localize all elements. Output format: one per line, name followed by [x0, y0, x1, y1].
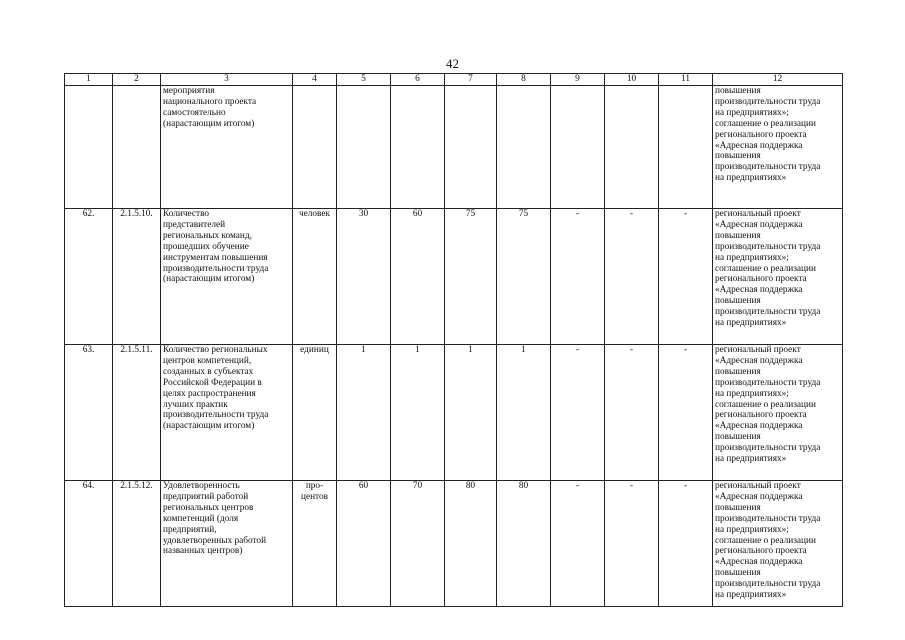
value-col-6: 1	[391, 345, 445, 481]
column-header-7: 7	[445, 74, 497, 86]
column-header-10: 10	[605, 74, 659, 86]
value-col-5: 1	[337, 345, 391, 481]
column-header-2: 2	[113, 74, 161, 86]
indicator-name: Количество региональных центров компетенций, созданных в субъектах Российской Федерации в целях распространения лучших практик производительности труда (нарастающим итогом)	[161, 345, 293, 481]
row-code	[113, 86, 161, 209]
unit: человек	[293, 209, 337, 345]
value-col-11	[659, 86, 713, 209]
indicator-name: мероприятия национального проекта самостоятельно (нарастающим итогом)	[161, 86, 293, 209]
row-code: 2.1.5.11.	[113, 345, 161, 481]
value-col-8	[497, 86, 551, 209]
row-number: 62.	[65, 209, 113, 345]
column-header-1: 1	[65, 74, 113, 86]
value-col-11: -	[659, 481, 713, 607]
value-col-9	[551, 86, 605, 209]
indicator-name: Удовлетворенность предприятий работой региональных центров компетенций (доля предприятий, удовлетворенных работой названных центров)	[161, 481, 293, 607]
row-code: 2.1.5.10.	[113, 209, 161, 345]
value-col-7: 75	[445, 209, 497, 345]
value-col-8: 75	[497, 209, 551, 345]
column-number-row	[65, 74, 843, 86]
value-col-6	[391, 86, 445, 209]
value-col-8: 1	[497, 345, 551, 481]
column-header-4: 4	[293, 74, 337, 86]
source-document: региональный проект «Адресная поддержка повышения производительности труда на предприятиях»; соглашение о реализации регионального проекта «Адресная поддержка повышения производительности труда на предприятиях»	[713, 209, 843, 345]
value-col-5	[337, 86, 391, 209]
value-col-11: -	[659, 209, 713, 345]
table-row	[65, 86, 843, 209]
column-header-8: 8	[497, 74, 551, 86]
table-row	[65, 481, 843, 607]
row-number	[65, 86, 113, 209]
value-col-9: -	[551, 209, 605, 345]
value-col-9: -	[551, 481, 605, 607]
unit	[293, 86, 337, 209]
unit: про- центов	[293, 481, 337, 607]
value-col-10: -	[605, 345, 659, 481]
value-col-6: 70	[391, 481, 445, 607]
value-col-5: 60	[337, 481, 391, 607]
value-col-11: -	[659, 345, 713, 481]
value-col-7	[445, 86, 497, 209]
column-header-6: 6	[391, 74, 445, 86]
source-document: региональный проект «Адресная поддержка повышения производительности труда на предприятиях»; соглашение о реализации регионального проекта «Адресная поддержка повышения производительности труда на предприятиях»	[713, 481, 843, 607]
value-col-6: 60	[391, 209, 445, 345]
indicator-name: Количество представителей региональных команд, прошедших обучение инструментам повышения производительности труда (нарастающим итогом)	[161, 209, 293, 345]
column-header-3: 3	[161, 74, 293, 86]
value-col-10	[605, 86, 659, 209]
page-number: 42	[446, 56, 459, 71]
row-code: 2.1.5.12.	[113, 481, 161, 607]
table-row	[65, 209, 843, 345]
source-document: региональный проект «Адресная поддержка повышения производительности труда на предприятиях»; соглашение о реализации регионального проекта «Адресная поддержка повышения производительности труда на предприятиях»	[713, 345, 843, 481]
row-number: 64.	[65, 481, 113, 607]
value-col-10: -	[605, 481, 659, 607]
unit: единиц	[293, 345, 337, 481]
row-number: 63.	[65, 345, 113, 481]
indicators-table	[64, 73, 843, 607]
column-header-5: 5	[337, 74, 391, 86]
value-col-7: 80	[445, 481, 497, 607]
column-header-9: 9	[551, 74, 605, 86]
value-col-9: -	[551, 345, 605, 481]
source-document: повышения производительности труда на предприятиях»; соглашение о реализации регионального проекта «Адресная поддержка повышения производительности труда на предприятиях»	[713, 86, 843, 209]
value-col-10: -	[605, 209, 659, 345]
value-col-8: 80	[497, 481, 551, 607]
value-col-5: 30	[337, 209, 391, 345]
value-col-7: 1	[445, 345, 497, 481]
table-row	[65, 345, 843, 481]
column-header-12: 12	[713, 74, 843, 86]
column-header-11: 11	[659, 74, 713, 86]
